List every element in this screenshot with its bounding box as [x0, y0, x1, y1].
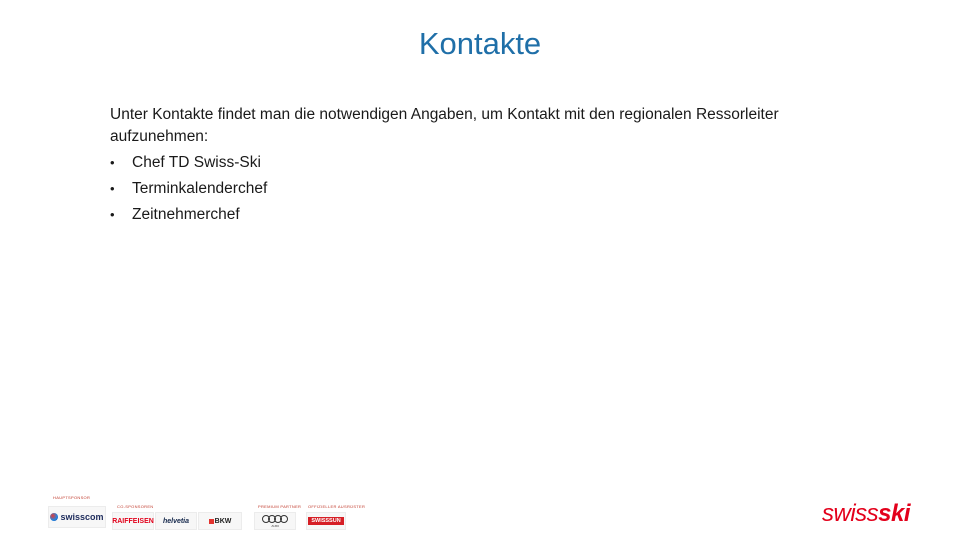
- sponsor-audi-logo: [254, 512, 296, 530]
- category-main-sponsor: HAUPTSPONSOR: [53, 495, 91, 500]
- bullet-icon: •: [110, 155, 115, 170]
- list-item-text: Terminkalenderchef: [132, 180, 268, 197]
- bullet-icon: •: [110, 207, 115, 222]
- sponsor-swisssun-text: SWISSSUN: [308, 517, 343, 525]
- sponsor-swisscom-logo: [48, 506, 106, 528]
- sponsor-swisscom-text: swisscom: [60, 512, 104, 522]
- audi-rings-icon: [262, 515, 288, 523]
- category-equipment: OFFIZIELLER AUSRÜSTER: [308, 504, 366, 509]
- list-item: [110, 150, 850, 176]
- list-item-text: Zeitnehmerchef: [132, 206, 240, 223]
- sponsor-audi-text: AUDI: [271, 523, 279, 528]
- bullet-list: [110, 150, 850, 228]
- logo-part-ski: ski: [878, 500, 911, 527]
- sponsor-raiffeisen-logo: [112, 512, 154, 530]
- sponsor-bar: [0, 490, 960, 540]
- bkw-icon: [209, 519, 214, 524]
- sponsor-raiffeisen-text: RAIFFEISEN: [112, 517, 154, 525]
- sponsor-bkw-logo: [198, 512, 242, 530]
- slide-title: Kontakte: [418, 26, 542, 61]
- sponsor-swisssun-logo: [306, 512, 346, 530]
- list-item: [110, 176, 850, 202]
- sponsor-helvetia-logo: [155, 512, 197, 530]
- sponsor-bkw-text: BKW: [214, 517, 232, 525]
- swisscom-icon: [50, 513, 58, 521]
- list-item: [110, 202, 850, 228]
- logo-part-swiss: swiss: [822, 500, 879, 527]
- intro-text: Unter Kontakte findet man die notwendigen Angaben, um Kontakt mit den regionalen Ressorleiter aufzunehmen:: [110, 106, 779, 145]
- slide-body: [110, 104, 850, 228]
- swiss-ski-logo: [822, 500, 910, 528]
- category-co-sponsors: CO-SPONSOREN: [117, 504, 154, 509]
- list-item-text: Chef TD Swiss-Ski: [132, 154, 261, 171]
- bullet-icon: •: [110, 181, 115, 196]
- sponsor-helvetia-text: helvetia: [162, 517, 190, 525]
- category-premium-partner: PREMIUM PARTNER: [258, 504, 302, 509]
